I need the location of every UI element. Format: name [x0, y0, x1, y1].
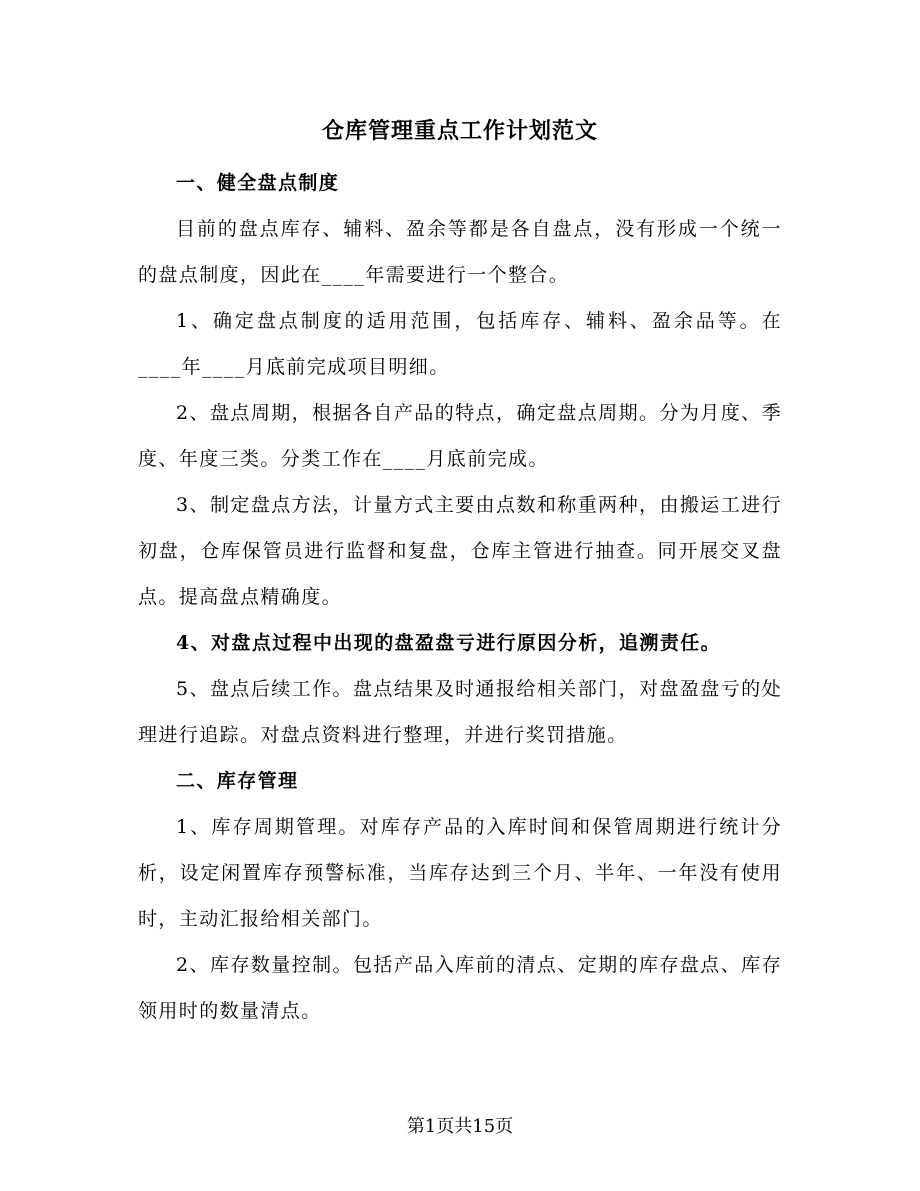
paragraph: 4、对盘点过程中出现的盘盈盘亏进行原因分析，追溯责任。 — [176, 632, 722, 654]
paragraph: 2、盘点周期，根据各自产品的特点，确定盘点周期。分为月度、季度、年度三类。分类工作在____月底前完成。 — [138, 402, 782, 470]
page-number: 第1页共15页 — [406, 1116, 514, 1137]
section-heading: 一、健全盘点制度 — [176, 172, 340, 194]
document-title: 仓库管理重点工作计划范文 — [321, 118, 598, 144]
paragraph: 2、库存数量控制。包括产品入库前的清点、定期的库存盘点、库存领用时的数量清点。 — [138, 954, 782, 1022]
paragraph: 1、确定盘点制度的适用范围，包括库存、辅料、盈余品等。在____年____月底前完成项目明细。 — [138, 310, 782, 378]
document-body — [138, 160, 782, 1034]
paragraph: 5、盘点后续工作。盘点结果及时通报给相关部门，对盘盈盘亏的处理进行追踪。对盘点资料进行整理，并进行奖罚措施。 — [138, 678, 782, 746]
paragraph: 目前的盘点库存、辅料、盈余等都是各自盘点，没有形成一个统一的盘点制度，因此在____年需要进行一个整合。 — [138, 218, 782, 286]
paragraph: 3、制定盘点方法，计量方式主要由点数和称重两种，由搬运工进行初盘，仓库保管员进行监督和复盘，仓库主管进行抽查。同开展交叉盘点。提高盘点精确度。 — [138, 494, 782, 608]
section-heading: 二、库存管理 — [176, 770, 299, 792]
paragraph: 1、库存周期管理。对库存产品的入库时间和保管周期进行统计分析，设定闲置库存预警标准，当库存达到三个月、半年、一年没有使用时，主动汇报给相关部门。 — [138, 816, 782, 930]
